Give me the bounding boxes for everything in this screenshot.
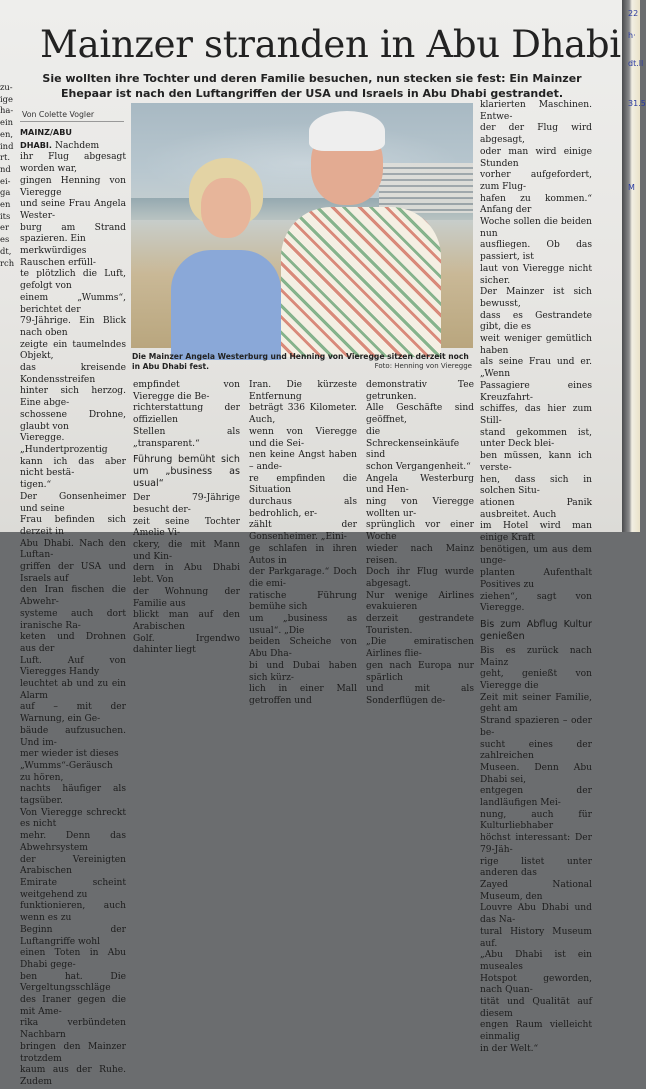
text-line: ziehen“, sagt von Vieregge.	[480, 591, 592, 614]
text-line: te plötzlich die Luft, gefolgt von	[20, 269, 126, 292]
headline: Mainzer stranden in Abu Dhabi	[40, 23, 621, 66]
dateline-text: MAINZ/ABU DHABI.	[20, 127, 72, 150]
text-line: Emirate scheint weitgehend zu	[20, 878, 126, 900]
edge-line: ind	[0, 140, 14, 151]
section-subhead: Führung bemüht sich um „business as usual“	[133, 454, 240, 490]
text-line: bäude aufzusuchen. Und im-	[20, 725, 126, 748]
edge-line: ein	[0, 117, 14, 128]
text-line: mer wieder ist dieses	[20, 749, 119, 760]
edge-line: ha-	[0, 105, 14, 116]
text-line: der Parkgarage.“ Doch die emi-	[249, 567, 357, 589]
edge-line: dt,	[0, 245, 12, 256]
article-column-1	[20, 127, 126, 1089]
text-line: der Wohnung der Familie aus	[133, 586, 240, 609]
text-line: merkwürdiges Rauschen erfüll-	[20, 246, 96, 268]
text-line: auf – mit der Warnung, ein Ge-	[20, 702, 126, 725]
text-line: Zeit mit seiner Familie, geht am	[480, 692, 592, 715]
text-line: Hotspot geworden, nach Quan-	[480, 973, 592, 996]
text-line: geht, genießt von Vieregge die	[480, 669, 592, 692]
text-line: Beginn der Luftangriffe wohl	[20, 924, 126, 947]
text-line: Angela Westerburg und Hen-	[366, 473, 474, 496]
text-line: Von Vieregge schreckt es nicht	[20, 807, 126, 830]
text-line: Der Gonsenheimer und seine	[20, 491, 126, 514]
article-photo	[131, 103, 473, 348]
text-line: wieder nach Mainz reisen.	[366, 543, 474, 566]
text-line: Museen. Denn Abu Dhabi sei,	[480, 762, 592, 785]
text-line: klarierten Maschinen. Entwe-	[480, 100, 592, 122]
text-line: als seine Frau und er. „Wenn	[480, 357, 592, 380]
text-line: kann ich das aber nicht bestä-	[20, 456, 126, 479]
text-line: Iran. Die kürzeste Entfernung	[249, 380, 357, 402]
text-line: in der Welt.“	[480, 1043, 539, 1054]
text-line: 79-Jährige. Ein Blick nach oben	[20, 316, 126, 338]
text-line: beiden Scheiche von Abu Dha-	[249, 637, 357, 660]
edge-line: ei-	[0, 175, 11, 186]
text-line: „Die emiratischen Airlines flie-	[366, 637, 474, 660]
text-line: durchaus als bedrohlich, er-	[249, 497, 357, 519]
text-line: zählt der Gonsenheimer. „Eini-	[249, 520, 357, 543]
text-line: vorher aufgefordert, zum Flug-	[480, 170, 592, 192]
edge-line: en,	[0, 128, 14, 139]
text-line: Der Mainzer ist sich bewusst,	[480, 287, 592, 309]
text-line: nung, auch für Kulturliebhaber	[480, 809, 592, 832]
text-line: gingen Henning von Viereggе	[20, 175, 126, 198]
text-line: tigen.“	[20, 480, 52, 491]
text-line: planten Aufenthalt Positives zu	[480, 568, 592, 590]
text-line: kaum aus der Ruhe. Zudem	[20, 1065, 126, 1087]
edge-line: ga	[0, 187, 11, 198]
note-line: 22	[628, 9, 639, 18]
text-line: gen nach Europa nur spärlich	[366, 660, 474, 683]
text-line: ationen Panik ausbreitet. Auch	[480, 497, 592, 520]
text-line: oder man wird einige Stunden	[480, 146, 592, 169]
text-line: das kreisende Kondensstreifen	[20, 363, 126, 385]
text-line: Frau befinden sich derzeit in	[20, 515, 126, 537]
text-line: zeit seine Tochter Amelie Vi-	[133, 516, 240, 539]
text-line: schossene Drohne, glaubt von	[20, 409, 126, 432]
text-line: bringen den Mainzer trotzdem	[20, 1041, 126, 1064]
text-line: Abu Dhabi. Nach den Luftan-	[20, 538, 126, 561]
text-line: demonstrativ Tee getrunken.	[366, 380, 474, 402]
text-line: rika verbündeten Nachbarn	[20, 1018, 126, 1041]
text-line: ckery, die mit Mann und Kin-	[133, 540, 240, 562]
text-line: Bis es zurück nach Mainz	[480, 645, 592, 668]
text-line: im Hotel wird man einige Kraft	[480, 521, 592, 544]
text-line: blickt man auf den Arabischen	[133, 610, 240, 632]
text-line: zeigte ein taumelndes Objekt,	[20, 339, 126, 362]
article-column-2	[133, 380, 240, 657]
edge-line: rt.	[0, 152, 11, 163]
text-line: ihr Flug abgesagt worden war,	[20, 152, 126, 175]
text-line: ausfliegen. Ob das passiert, ist	[480, 240, 592, 263]
text-line: griffen der USA und Israels auf	[20, 562, 126, 584]
text-line: derzeit gestrandete Touristen.	[366, 614, 474, 636]
text-line: ning von Vieregge wollten ur-	[366, 497, 474, 519]
text-line: die Schreckenseinkäufe sind	[366, 426, 460, 461]
text-line: empfindet von Vieregge die Be-	[133, 380, 240, 402]
text-line: Nur wenige Airlines evakuieren	[366, 590, 474, 613]
byline-rule	[20, 121, 124, 122]
text-line: Nachdem	[55, 140, 100, 151]
text-line: weit weniger gemütlich haben	[480, 334, 592, 356]
text-line: den Iran fischen die Abwehr-	[20, 585, 126, 608]
text-line: nachts häufiger als tagsüber.	[20, 784, 126, 807]
note-line: h·	[628, 31, 636, 40]
text-line: tität und Qualität auf diesem	[480, 997, 592, 1019]
text-line: Passagiere eines Kreuzfahrt-	[480, 380, 592, 403]
text-line: Zayed National Museum, den	[480, 880, 592, 902]
text-line: mehr. Denn das Abwehrsystem	[20, 831, 126, 853]
edge-line: nd	[0, 163, 11, 174]
photo-caption: Die Mainzer Angela Westerburg und Henning von Vieregge sitzen derzeit noch in Abu Dhabi fest.	[132, 352, 469, 371]
text-line: hen, dass sich in solchen Situ-	[480, 474, 592, 497]
text-line: Luft. Auf von Vieregges Handy	[20, 655, 126, 678]
photo-woman	[171, 158, 281, 348]
handwritten-notes	[628, 0, 646, 532]
text-line: leuchtet ab und zu ein Alarm	[20, 679, 126, 701]
text-line: engen Raum vielleicht einmalig	[480, 1020, 592, 1043]
text-line: um „business as usual“. „Die	[249, 614, 357, 636]
text-line: bi und Dubai haben sich kürz-	[249, 660, 357, 683]
text-line: stand gekommen ist, unter Deck blei-	[480, 427, 592, 450]
text-line: dern in Abu Dhabi lebt. Von	[133, 563, 240, 586]
text-line: der Vereinigten Arabischen	[20, 854, 126, 877]
text-line: Woche sollen die beiden nun	[480, 217, 592, 239]
note-line: dt.ll	[628, 59, 644, 68]
text-line: einen Toten in Abu Dhabi gege-	[20, 948, 126, 970]
text-line: einem „Wumms“, berichtet der	[20, 292, 126, 315]
edge-line: its	[0, 210, 11, 221]
text-line: Stellen als „transparent.“	[133, 426, 240, 449]
text-line: der der Flug wird abgesagt,	[480, 123, 592, 146]
text-line: rige listet unter anderen das	[480, 856, 592, 879]
edge-line: es	[0, 234, 10, 245]
edge-line: rch	[0, 257, 15, 268]
text-line: tural History Museum auf.	[480, 926, 592, 949]
text-line: Golf. Irgendwo dahinter liegt	[133, 633, 240, 656]
text-line: schon Vergangenheit.“	[366, 461, 471, 472]
text-line: Alle Geschäfte sind geöffnet,	[366, 403, 474, 426]
edge-line: er	[0, 222, 9, 233]
text-line: benötigen, um aus dem unge-	[480, 544, 592, 567]
note-line: M	[628, 183, 635, 192]
text-line: höchst interessant: Der 79-Jäh-	[480, 833, 592, 855]
text-line: re empfinden die Situation	[249, 473, 357, 496]
text-line: lich in einer Mall getroffen und	[249, 684, 357, 706]
text-line: systeme auch dort iranische Ra-	[20, 608, 126, 631]
author-byline: Von Colette Vogler	[22, 110, 95, 119]
text-line: entgegen der landläufigen Mei-	[480, 786, 592, 809]
text-line: hafen zu kommen.“ Anfang der	[480, 193, 592, 216]
article-column-4	[366, 380, 474, 708]
subheadline: Sie wollten ihre Tochter und deren Familie besuchen, nun stecken sie fest: Ein Mainzer Ehepaar ist nach den Luftangriffen der USA und Israels in Abu Dhabi gestrandet.	[42, 72, 582, 100]
edge-line: ige	[0, 93, 13, 104]
text-line: ben müssen, kann ich verste-	[480, 451, 592, 473]
text-line: nen keine Angst haben – ande-	[249, 450, 357, 472]
note-line: 31.5	[628, 99, 646, 108]
text-line: dass es Gestrandete gibt, die es	[480, 310, 592, 333]
text-line: Vieregge. „Hundertprozentig	[20, 433, 108, 455]
text-line: hinter sich herzog. Eine abge-	[20, 386, 126, 409]
text-line: keten und Drohnen aus der	[20, 632, 126, 654]
previous-article-edge	[0, 82, 17, 269]
text-line: burg am Strand spazieren. Ein	[20, 222, 126, 245]
article-column-3	[249, 380, 357, 708]
article-column-5	[480, 100, 592, 1056]
text-line: Louvre Abu Dhabi und das Na-	[480, 903, 592, 926]
text-line: Strand spazieren – oder be-	[480, 716, 592, 738]
text-line: sprünglich vor einer Woche	[366, 520, 474, 543]
photo-credit: Foto: Henning von Vieregge	[374, 362, 472, 370]
edge-line: zu-	[0, 82, 13, 92]
text-line: Der 79-Jährige besucht der-	[133, 493, 240, 515]
text-line: „Abu Dhabi ist ein museales	[480, 950, 592, 972]
text-line: richterstattung der offiziellen	[133, 403, 240, 426]
text-line: beträgt 336 Kilometer. Auch,	[249, 403, 357, 426]
text-line: laut von Vieregge nicht sicher.	[480, 263, 592, 286]
section-subhead: Bis zum Abflug Kultur genießen	[480, 618, 592, 642]
text-line: sucht eines der zahlreichen	[480, 739, 592, 762]
text-line: und seine Frau Angela Wester-	[20, 199, 126, 221]
edge-line: en	[0, 199, 11, 210]
text-line: des Iraner gegen die mit Ame-	[20, 995, 126, 1017]
text-line: ben hat. Die Vergeltungsschläge	[20, 971, 126, 994]
photo-man	[281, 111, 441, 351]
text-line: „Wumms“-Geräusch zu hören,	[20, 760, 113, 783]
text-line: ge schlafen in ihren Autos in	[249, 543, 357, 566]
text-line: wenn von Vieregge und die Sei-	[249, 426, 357, 449]
text-line: ratische Führung bemühe sich	[249, 590, 357, 613]
text-line: schiffes, das hier zum Still-	[480, 404, 592, 426]
text-line: Doch ihr Flug wurde abgesagt.	[366, 567, 474, 589]
text-line: und mit als Sonderflügen de-	[366, 684, 474, 706]
text-line: funktionieren, auch wenn es zu	[20, 901, 126, 924]
